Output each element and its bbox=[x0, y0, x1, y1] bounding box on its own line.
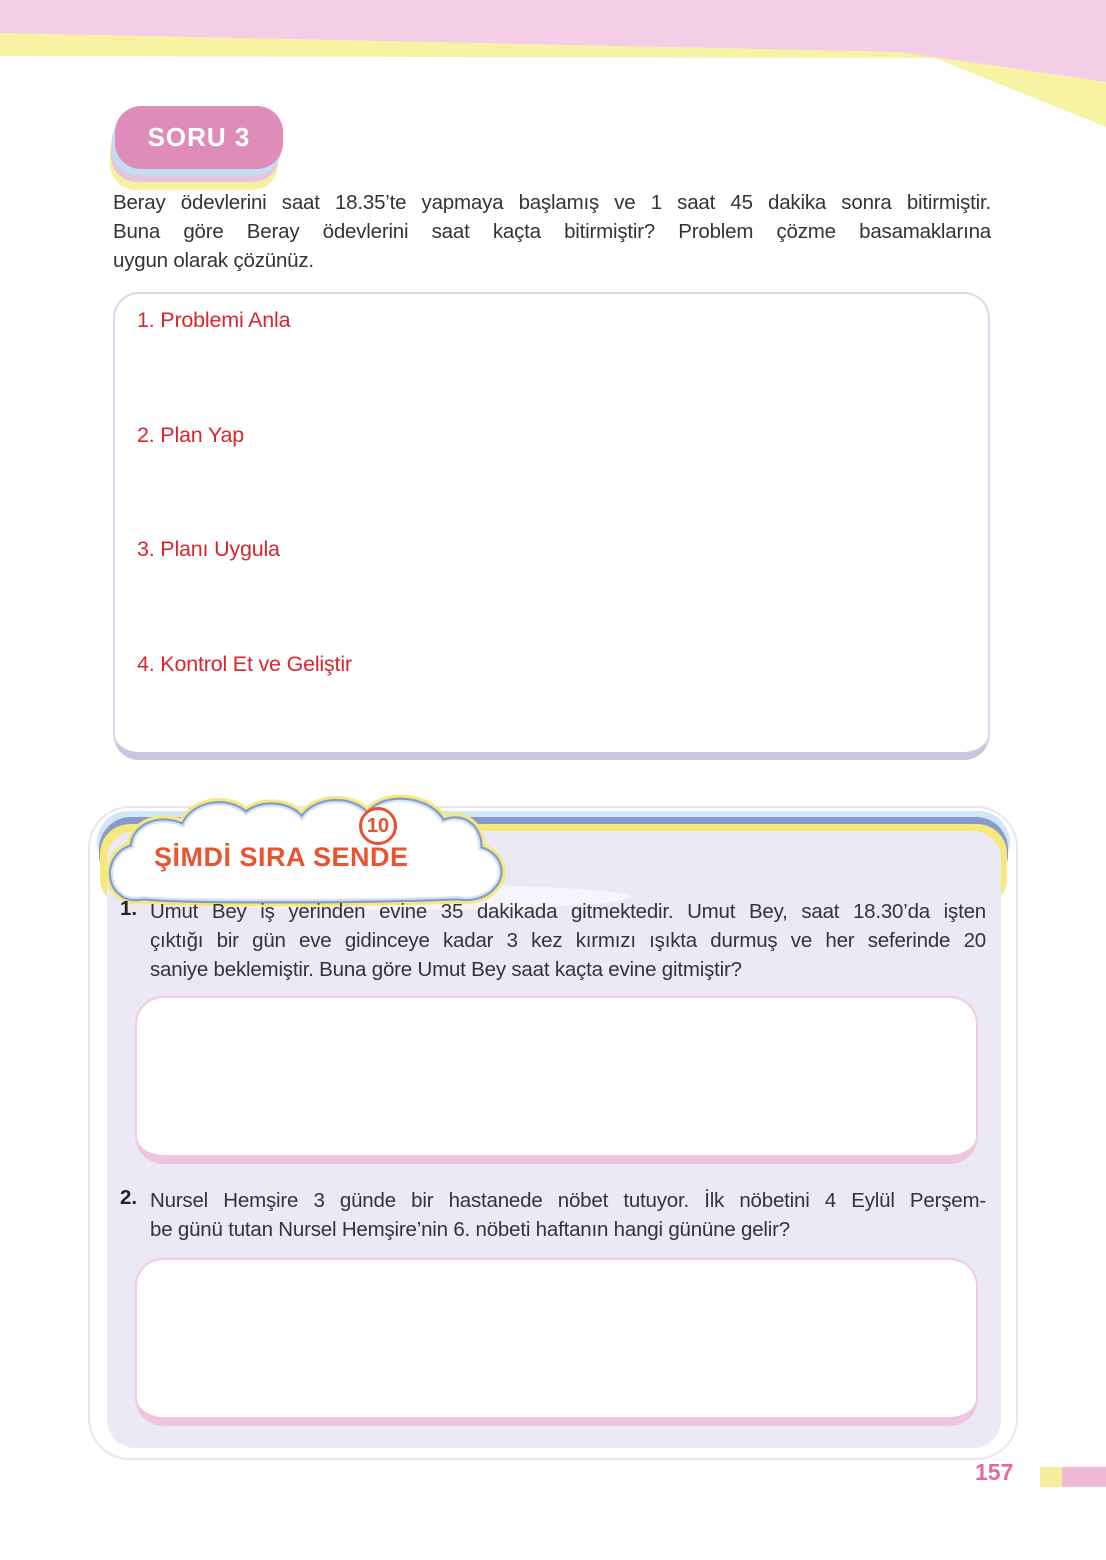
solution-steps-box[interactable] bbox=[113, 292, 990, 760]
question-text-line: uygun olarak çözünüz. bbox=[113, 249, 314, 272]
step-label-4: 4. Kontrol Et ve Geliştir bbox=[137, 652, 352, 676]
problem-2-line: be günü tutan Nursel Hemşire’nin 6. nöbeti haftanın hangi gününe gelir? bbox=[150, 1218, 790, 1241]
badge-label: SORU 3 bbox=[115, 106, 283, 169]
question-badge bbox=[108, 106, 288, 192]
section-number-badge: 10 bbox=[359, 807, 397, 845]
problem-1-number: 1. bbox=[120, 897, 138, 920]
question-text bbox=[113, 188, 991, 275]
footer-pink-mark bbox=[1062, 1467, 1106, 1487]
answer-box-1[interactable] bbox=[135, 996, 978, 1164]
step-label-3: 3. Planı Uygula bbox=[137, 537, 280, 561]
problem-1-text bbox=[150, 897, 986, 984]
section-title: ŞİMDİ SIRA SENDE bbox=[154, 842, 409, 872]
step-label-1: 1. Problemi Anla bbox=[137, 308, 291, 332]
footer-yellow-mark bbox=[1040, 1467, 1062, 1487]
problem-1-line: Umut Bey iş yerinden evine 35 dakikada gitmektedir. Umut Bey, saat 18.30’da işten bbox=[150, 900, 986, 923]
problem-1-line: saniye beklemiştir. Buna göre Umut Bey saat kaçta evine gitmiştir? bbox=[150, 958, 742, 981]
problem-1-line: çıktığı bir gün eve gidinceye kadar 3 kez kırmızı ışıkta durmuş ve her seferinde 20 bbox=[150, 929, 986, 952]
problem-2-number: 2. bbox=[120, 1186, 138, 1209]
step-label-2: 2. Plan Yap bbox=[137, 423, 244, 447]
problem-2-line: Nursel Hemşire 3 günde bir hastanede nöbet tutuyor. İlk nöbetini 4 Eylül Perşem- bbox=[150, 1189, 986, 1212]
problem-2-text bbox=[150, 1186, 986, 1244]
question-text-line: Buna göre Beray ödevlerini saat kaçta bitirmiştir? Problem çözme basamaklarına bbox=[113, 220, 991, 243]
question-text-line: Beray ödevlerini saat 18.35’te yapmaya başlamış ve 1 saat 45 dakika sonra bitirmiştir. bbox=[113, 191, 991, 214]
page-number: 157 bbox=[975, 1459, 1014, 1485]
answer-box-2[interactable] bbox=[135, 1258, 978, 1426]
